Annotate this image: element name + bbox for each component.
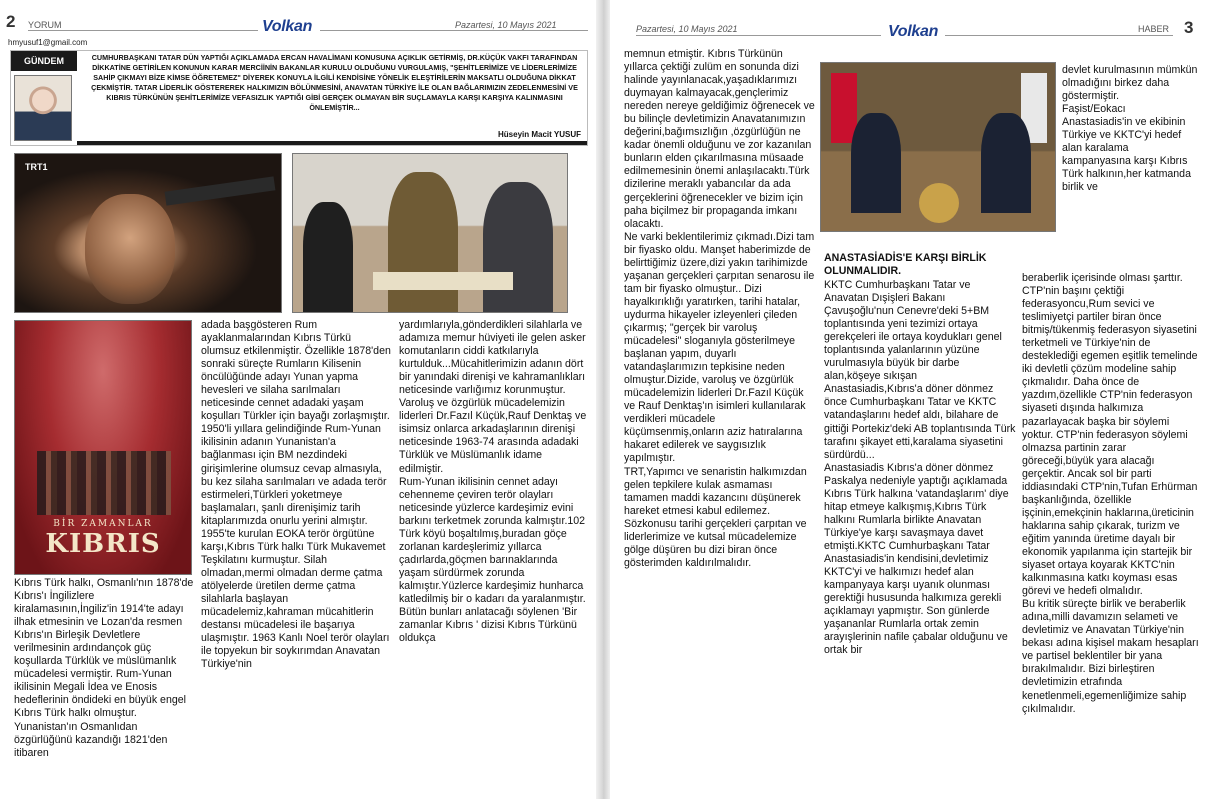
volkan-logo-left: Volkan: [262, 18, 313, 35]
poster-title: [15, 519, 191, 559]
left-page: [0, 0, 596, 799]
trt-logo: TRT1: [25, 162, 48, 172]
date-left: Pazartesi, 10 Mayıs 2021: [455, 20, 557, 30]
header-rule: [945, 35, 1173, 36]
author-photo: [14, 75, 72, 141]
man-figure: [483, 182, 553, 312]
article-column-5: KKTC Cumhurbaşkanı Tatar ve Anavatan Dışişleri Bakanı Çavuşoğlu'nun Cenevre'deki 5+BM toplantısında yeni tezimizi ortaya gerekçeleri ile ortaya koydukları genel toplantısında yalanlarının yüzüne vurulmasıyla büyük bir darbe alan,köşeye sıkışan Anastasiadis,Kıbrıs'a döner dönmez önce Cumhurbaşkanı Tatar ve KKTC vatandaşlarını hedef aldı, bilahare de gittiği Portekiz'deki AB toplantısında Türk tarafını şikayet etti,karalama siyasetini sürdürdü... Anastasiadis Kıbrıs'a döner dönmez Paskalya nedeniyle yaptığı açıklamada Kıbrıs Türk halkına 'vatandaşlarım' diye hitap etmeye kalkışmış,Kıbrıs Türk halkını Rumlarla birlikte Anavatan Türkiye'ye karşı savaşmaya davet etmişti.KKTC Cumhurbaşkanı Tatar Anastasiadis'in kendisini,devletimiz KKTC'yi ve halkımızı hedef alan kampanyaya karşı uyanık olunması gerektiği hususunda halkımıza gerekli açıklamayı yapmıştır. Son günlerde yaşananlar Rumlarla ortak zemin arayışlerinin nafile çabalar olduğunu ve ortak bir: [824, 279, 1016, 657]
official-figure: [981, 113, 1031, 213]
article-column-4: memnun etmiştir. Kıbrıs Türkünün yıllarca çektiği zulüm en sonunda dizi halinde yayınlanacak,yaşadıklarımızı duymayan kalmayacak,gençlerimiz nereden nereye geldiğimiz öğrenecek ve bu bilinçle devletimizin Anavatanımızın değerini,bağımsızlığın ,özgürlüğün ne kadar önemli olduğunu ve zor kazanılan bunların elden çıkarılmasına müsaade edilmemesinin önemi anlaşılacaktı.Türk dizilerine meraklı yabancılar da ada gerçeklerini öğrenecekler ve bizim için paha biçilmez bir propaganda imkanı olacaktı. Ne varki beklentilerimiz çıkmadı.Dizi tam bir fiyasko oldu. Manşet haberimizde de belirttiğimiz üzere,dizi yakın tarihimizde yaşanan gerçekleri çarpıtan senarosu ile tam bir fiyasko olmuştur.. Dizi hayalkırıklığı yaratırken, tarihi hatalar, uydurma hikayeler izleyenleri çileden çıkarmış; "gerçek bir varoluş mücadelesi" sloganıyla gösterilmeye başlanan yapım, duyarlı vatandaşlarımızın tepkisine neden olmuştur.Dizide, varoluş ve özgürlük mücadelemizin liderleri Dr.Fazıl Küçük ve Rauf Denktaş'ın isimleri kullanılarak verdikleri mücadele küçümsenmiş,onların aziz hatıralarına hakaret edilerek ve saygısızlık yapılmıştır. TRT,Yapımcı ve senaristin halkımızdan gelen tepkilere kulak asmaması tamamen maddi kazancını düşünerek hareket etmesi kabul edilemez. Sözkonusu tarihi gerçekleri çarpıtan ve liderlerimize ve kutsal mücadelemize gölge düşüren bu dizi biran önce gösterimden kaldırılmalıdır.: [624, 48, 815, 569]
article-column-2: adada başgösteren Rum ayaklanmalarından Kıbrıs Türkü olumsuz etkilenmiştir. Özellikle 1878'den sonraki süreçte Rumların Kilisenin öncülüğünde adayı Yunan yapma hevesleri ve silaha sarılmaları neticesinde cennet adadaki yaşam koşulları Türkler için bayağı zorlaşmıştır. 1950'li yıllara gelindiğinde Rum-Yunan ikilisinin adanın Yunanistan'a bağlanması için BM nezdindeki girişimlerine olumsuz cevap almasıyla, bu kez silaha sarılmaları ve adada terör estirmeleri,Türkleri yoketmeye başlamaları, şanlı direnişimiz tarih kitaplarımızda onurlu yerini almıştır. 1955'te kurulan EOKA terör örgütüne karşı,Kıbrıs Türk halkı Türk Mukavemet Teşkilatını kurmuştur. Silah olmadan,mermi olmadan derme çatma atölyelerde üretilen derme çatma silahlarla başlayan mücadelemiz,kahraman mücahitlerin destansı mücadelesi ile başarıya ulaşmıştır. 1963 Kanlı Noel terör olayları ile topyekun bir soykırımdan Anavatan Türkiye'nin: [201, 319, 391, 671]
poster-cast: [37, 451, 171, 515]
right-page: [610, 0, 1206, 799]
header-rule: [320, 30, 588, 31]
article-column-6-top: devlet kurulmasının mümkün olmadığını birkez daha göstermiştir. Faşist/Eokacı Anastasiadis'in ve ekibinin Türkiye ve KKTC'yi hedef alan karalama kampanyasına karşı Kıbrıs Türk halkının,her katmanda birlik ve: [1062, 64, 1198, 194]
page-number-left: 2: [6, 12, 16, 31]
series-poster-photo: [14, 320, 192, 575]
summary-box: [10, 50, 588, 146]
meeting-scene-photo: [292, 153, 568, 313]
ornament-bowl: [919, 183, 959, 223]
face-shape: [85, 194, 175, 304]
gun-shape: [165, 176, 276, 205]
volkan-logo-right: Volkan: [888, 23, 939, 40]
section-label-left: YORUM: [28, 20, 62, 30]
poster-title-small: BİR ZAMANLAR: [53, 519, 153, 529]
article-column-3: yardımlarıyla,gönderdikleri silahlarla ve adamıza memur hüviyeti ile gelen asker komutanların ciddi katkılarıyla kurtulduk...Mücahitlerimizin adanın dört bir yanındaki direnişi ve kahramanlıkları neticesinde varlığımız korunmuştur. Varoluş ve özgürlük mücadelemizin liderleri Dr.Fazıl Küçük,Rauf Denktaş ve isimsiz onlarca arkadaşlarının direnişi neticesinde 1963-74 arasında adadaki Türklük ve Müslümanlık idame edilmiştir. Rum-Yunan ikilisinin cennet adayı cehenneme çeviren terör olayları neticesinde yüzlerce kardeşimiz evini barkını terketmek zorunda kalmıştır.102 Türk köyü boşaltılmış,buradan göçe zorlanan kardeşlerimiz yıllarca çadırlarda,göçmen barınaklarında yaşam sürdürmek zorunda kalmıştır.Yüzlerce kardeşimiz hunharca katledilmiş bir o kadarı da yaralanmıştır. Bütün bunları anlatacağı söylenen 'Bir zamanlar Kıbrıs ' dizisi Kıbrıs Türkünü oldukça: [399, 319, 587, 645]
gundem-label: GÜNDEM: [11, 51, 77, 71]
soldier-figure: [388, 172, 458, 312]
summary-text: CUMHURBAŞKANI TATAR DÜN YAPTIĞI AÇIKLAMADA ERCAN HAVALİMANI KONUSUNA AÇIKLIK GETİRMİŞ, DR.KÜÇÜK VAKFI TARAFINDAN DİKKATİNE GETİRİLEN KONUNUN KARAR MERCİİNİN BAKANLAR KURULU OLDUĞUNU VURGULAMIŞ, "ŞEHİTLERİMİZE VE LİDERLERİMİZE SAHİP ÇIKMAYI BİZE KİMSE ÖĞRETEMEZ" DİYEREK KONUYLA İLGİLİ KENDİSİNE YÖNELİK ELEŞTİRİLERİN MAKSATLI OLDUĞUNA DİKKAT ÇEKMİŞTİR. TATAR LİDERLİK GÖSTEREREK HALKIMIZIN BÖLÜNMESİNİ, ANAVATAN TÜRKİYE İLE OLAN BAĞLARIMIZIN ZEDELENMESİNİ VE KIBRIS TÜRKÜNÜN ŞEHİTLERİMİZE VEFASIZLIK YAPTIĞI GİBİ GERÇEK OLMAYAN BİR SUÇLAMAYLA KARŞI KARŞIYA KALINMASINI ÖNLEMİŞTİR...: [91, 53, 578, 112]
tv-still-photo: [14, 153, 282, 313]
byline-rule: [77, 141, 587, 145]
official-figure: [851, 113, 901, 213]
section-label-right: HABER: [1138, 24, 1170, 34]
priest-figure: [303, 202, 353, 312]
page-number-right: 3: [1184, 18, 1194, 37]
officials-meeting-photo: [820, 62, 1056, 232]
byline: Hüseyin Macit YUSUF: [498, 130, 581, 139]
article-column-1: Kıbrıs Türk halkı, Osmanlı'nın 1878'de Kıbrıs'ı İngilizlere kiralamasının,İngiliz'in 1914'te adayı ilhak etmesinin ve Lozan'da resmen Kıbrıs'ın Birleşik Devletlere verilmesinin ardındançok güç koşullarda Türklük ve müslümanlık mücadelesi vermiştir. Rum-Yunan ikilisinin Megali İdea ve Enosis hedeflerinin öndideki en büyük engel Kıbrıs Türk halkı olmuştur. Yunanistan'ın Osmanlıdan özgürlüğünü kazandığı 1821'den itibaren: [14, 577, 194, 759]
author-email: hmyusuf1@gmail.com: [8, 38, 88, 47]
article-heading: ANASTASİADİS'E KARŞI BİRLİK OLUNMALIDIR.: [824, 252, 987, 277]
page-spine: [596, 0, 610, 799]
map-table: [373, 272, 513, 290]
poster-title-big: KIBRIS: [45, 529, 161, 559]
date-right: Pazartesi, 10 Mayıs 2021: [636, 24, 738, 34]
header-rule: [636, 35, 881, 36]
header-rule: [28, 30, 258, 31]
article-column-6-bottom: beraberlik içerisinde olması şarttır. CTP'nin başını çektiği federasyoncu,Rum sevici ve teslimiyetçi partiler biran önce bitmiş/tükenmiş federasyon siyasetini terketmeli ve Türkiye'nin de desteklediği egemen eşitlik temelinde iki devletli çözüm modeline sahip çıkmalıdır. Daha önce de yazdım,özellikle CTP'nin federasyon siyaseti dışında halkımıza pazarlayacak başka bir söylemi yoktur. CTP'nin federasyon söylemi olmazsa partinin zarar göreceği,büyük yara alacağı gerçektir. Ancak sol bir parti iddiasındaki CTP'nin,Tufan Erhürman başkanlığında, özellikle işçinin,emekçinin haklarına,üreticinin haklarına sahip çıkarak, turizm ve eğitim yanında üretime dayalı bir ekonomik yapılanma için startejik bir siyaset ortaya koyarak KKTC'nin kalkınmasına katkı koyması esas görevi ve hedefi olmalıdır. Bu kritik süreçte birlik ve beraberlik adına,milli davamızın selameti ve devletimiz ve Anavatan Türkiye'nin bekası adına kişisel makam hesapları ve partisel beklentiler bir yana bırakılmalıdır. Bizi birleştiren devletimizin etrafında kenetlenmeli,egemenliğimize sahip çıkılmalıdır.: [1022, 272, 1199, 715]
